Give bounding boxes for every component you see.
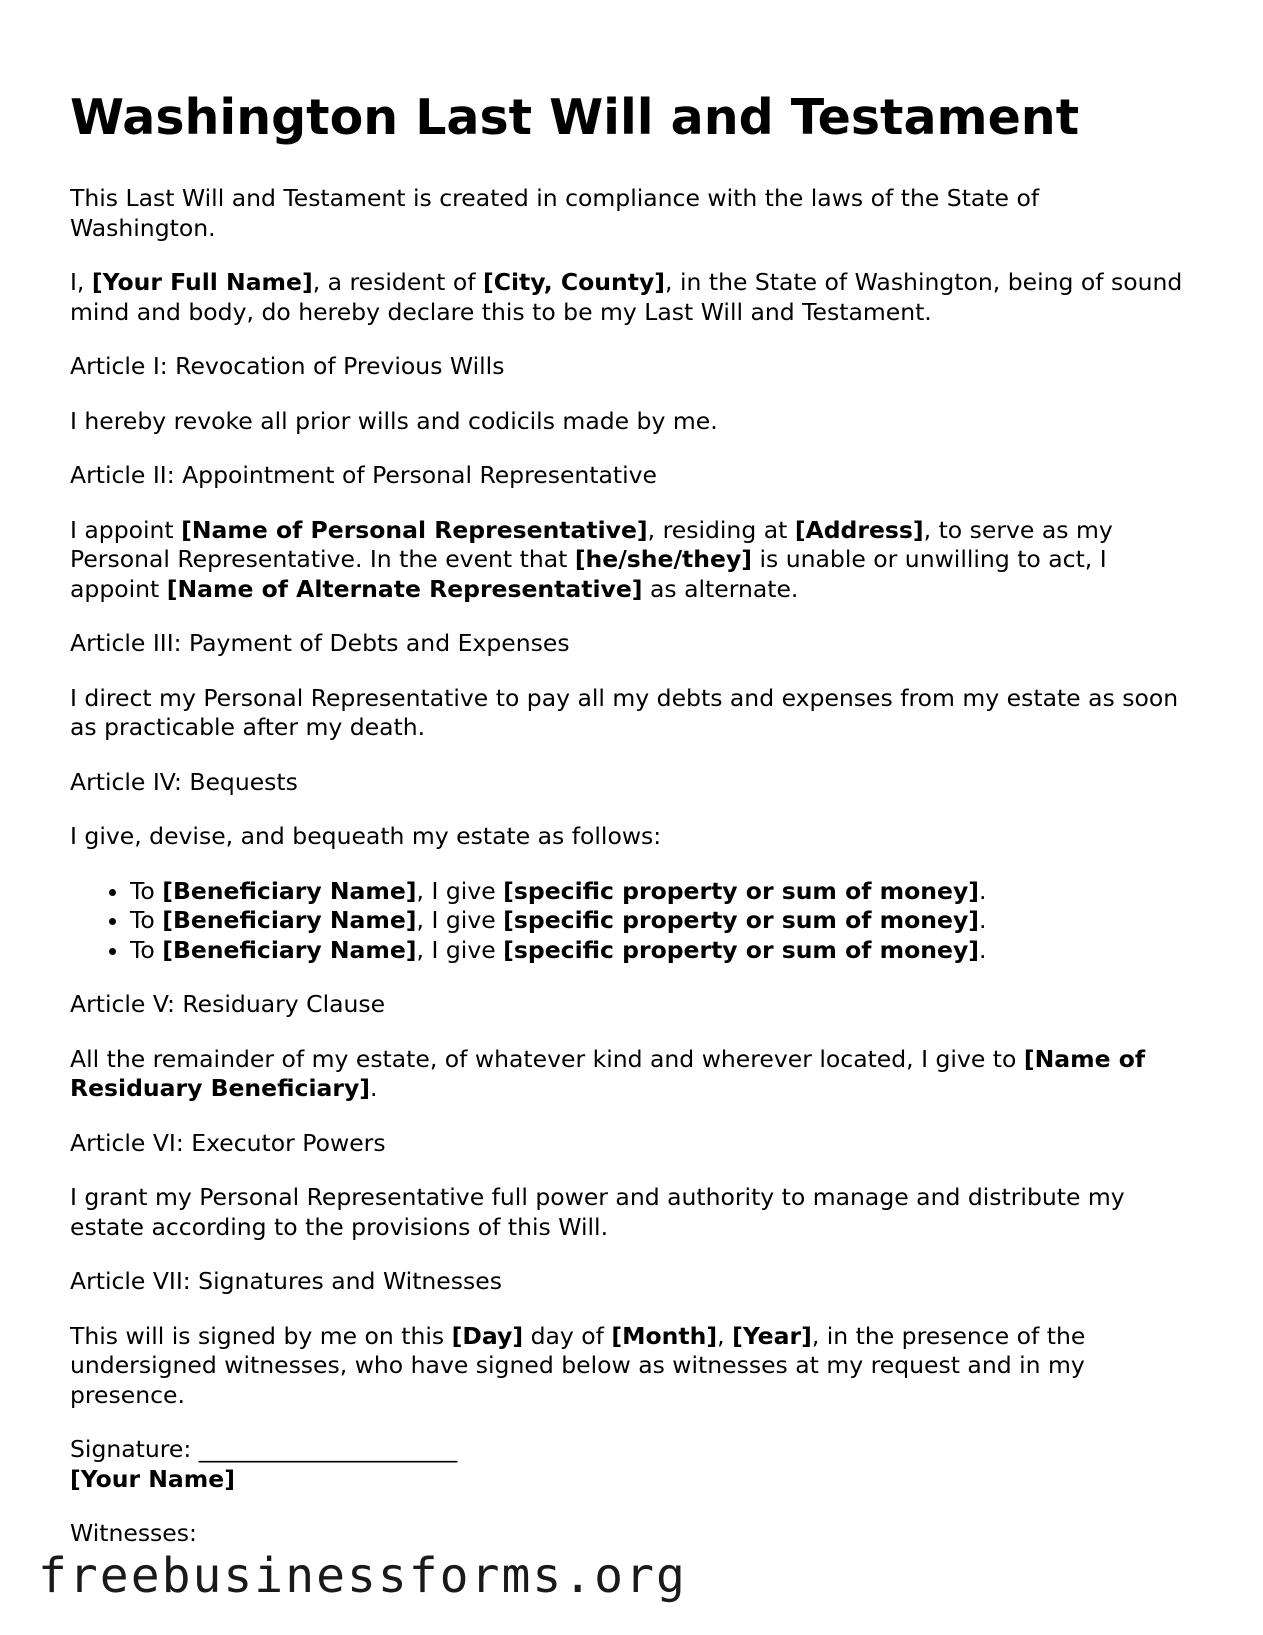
- bequest-item: • To [Beneficiary Name], I give [specific property or sum of money].: [130, 936, 1190, 966]
- residuary-beneficiary-placeholder: [Name of Residuary Beneficiary]: [70, 1044, 1146, 1102]
- document: [70, 88, 1190, 1574]
- month-placeholder: [Month]: [611, 1321, 718, 1350]
- article-1-text: I hereby revoke all prior wills and codicils made by me.: [70, 406, 718, 435]
- article-6-text: I grant my Personal Representative full power and authority to manage and distribute my estate according to the provisions of this Will.: [70, 1183, 1125, 1241]
- article-3-heading: Article III: Payment of Debts and Expenses: [70, 629, 570, 657]
- pronoun-placeholder: [he/she/they]: [574, 545, 753, 573]
- city-county-placeholder: [City, County]: [482, 268, 666, 296]
- witnesses-label: Witnesses:: [70, 1519, 197, 1547]
- page-title: Washington Last Will and Testament: [70, 89, 1080, 146]
- article-1-heading: Article I: Revocation of Previous Wills: [70, 352, 505, 380]
- article-2-text: I appoint [Name of Personal Representative], residing at [Address], to serve as my Personal Representative. In the event that [he/she/they] is unable or unwilling to act, I appoint [Name of Alternate Representative] as alternate.: [70, 515, 1113, 603]
- intro-paragraph: This Last Will and Testament is created in compliance with the laws of the State of Washington.: [70, 184, 1040, 242]
- article-5-heading: Article V: Residuary Clause: [70, 990, 386, 1018]
- representative-placeholder: [Name of Personal Representative]: [181, 515, 648, 544]
- day-placeholder: [Day]: [451, 1321, 524, 1350]
- signer-name-placeholder: [Your Name]: [70, 1464, 235, 1493]
- article-4-text: I give, devise, and bequeath my estate as follows:: [70, 822, 662, 850]
- signature-line[interactable]: Signature: ______________________: [70, 1435, 458, 1463]
- year-placeholder: [Year]: [732, 1321, 812, 1350]
- watermark: freebusinessforms.org: [38, 1548, 687, 1604]
- declaration-paragraph: I, [Your Full Name], a resident of [City, County], in the State of Washington, being of sound mind and body, do hereby declare this to be my Last Will and Testament.: [70, 268, 1183, 326]
- article-7-text: This will is signed by me on this [Day] day of [Month], [Year], in the presence of the undersigned witnesses, who have signed below as witnesses at my request and in my presence.: [70, 1321, 1086, 1409]
- bequest-item: • To [Beneficiary Name], I give [specific property or sum of money].: [130, 877, 1190, 907]
- address-placeholder: [Address]: [794, 515, 924, 544]
- bequest-list: [70, 877, 1190, 966]
- alternate-placeholder: [Name of Alternate Representative]: [166, 574, 643, 603]
- article-3-text: I direct my Personal Representative to pay all my debts and expenses from my estate as soon as practicable after my death.: [70, 683, 1179, 741]
- article-7-heading: Article VII: Signatures and Witnesses: [70, 1267, 502, 1295]
- full-name-placeholder: [Your Full Name]: [91, 268, 313, 296]
- bequest-item: • To [Beneficiary Name], I give [specific property or sum of money].: [130, 906, 1190, 936]
- article-4-heading: Article IV: Bequests: [70, 767, 298, 796]
- article-2-heading: Article II: Appointment of Personal Representative: [70, 461, 658, 489]
- article-5-text: All the remainder of my estate, of whatever kind and wherever located, I give to [Name of Residuary Beneficiary].: [70, 1044, 1146, 1102]
- signature-block: [70, 1435, 1190, 1494]
- article-6-heading: Article VI: Executor Powers: [70, 1128, 386, 1157]
